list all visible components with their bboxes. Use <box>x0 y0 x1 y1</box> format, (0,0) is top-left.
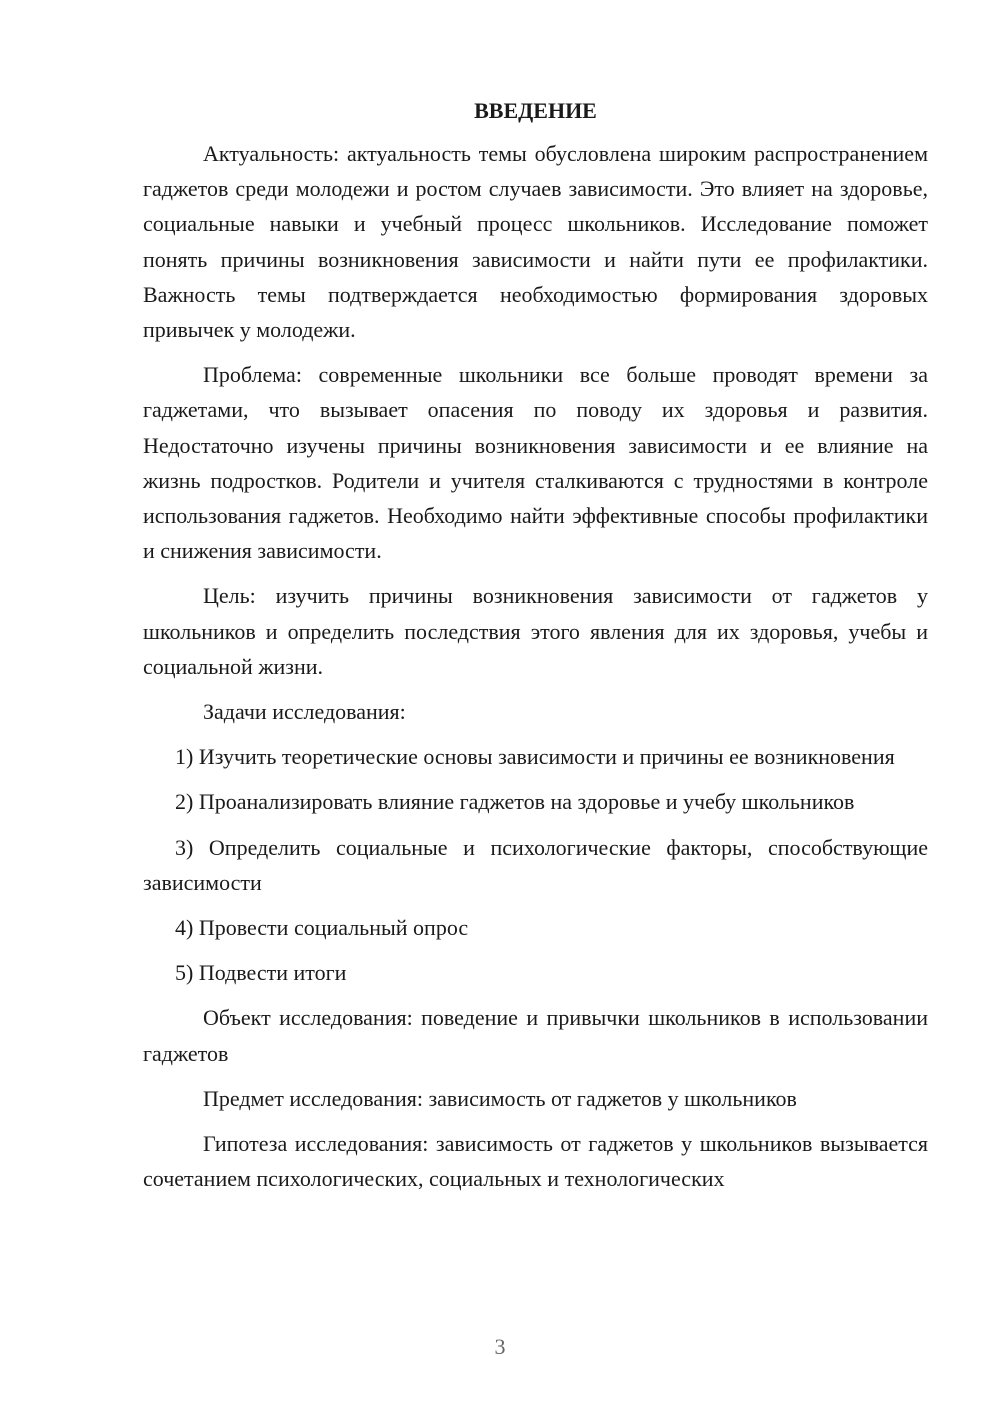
problem-paragraph: Проблема: современные школьники все больше проводят времени за гаджетами, что вызывает опасения по поводу их здоровья и развития. Недостаточно изучены причины возникновения зависимости и ее влияние на жизнь подростков. Родители и учителя сталкиваются с трудностями в контроле использования гаджетов. Необходимо найти эффективные способы профилактики и снижения зависимости. <box>143 362 928 564</box>
hypothesis-paragraph: Гипотеза исследования: зависимость от гаджетов у школьников вызывается сочетанием психологических, социальных и технологических <box>143 1131 928 1192</box>
object-paragraph: Объект исследования: поведение и привычки школьников в использовании гаджетов <box>143 1005 928 1066</box>
tasks-heading: Задачи исследования: <box>203 699 406 725</box>
task-item-2: 2) Проанализировать влияние гаджетов на здоровье и учебу школьников <box>175 789 855 815</box>
document-body <box>143 96 928 1206</box>
task-item-1: 1) Изучить теоретические основы зависимости и причины ее возникновения <box>175 744 895 770</box>
subject-paragraph: Предмет исследования: зависимость от гаджетов у школьников <box>203 1085 797 1111</box>
task-item-5: 5) Подвести итоги <box>175 960 347 986</box>
task-item-4: 4) Провести социальный опрос <box>175 915 469 941</box>
page-number: 3 <box>494 1334 506 1359</box>
page-title: ВВЕДЕНИЕ <box>474 98 597 123</box>
task-item-3: 3) Определить социальные и психологические факторы, способствующие зависимости <box>143 834 928 895</box>
goal-paragraph: Цель: изучить причины возникновения зависимости от гаджетов у школьников и определить последствия этого явления для их здоровья, учебы и социальной жизни. <box>143 583 928 679</box>
relevance-paragraph: Актуальность: актуальность темы обусловлена широким распространением гаджетов среди молодежи и ростом случаев зависимости. Это влияет на здоровье, социальные навыки и учебный процесс школьников. Исследование поможет понять причины возникновения зависимости и найти пути ее профилактики. Важность темы подтверждается необходимостью формирования здоровых привычек у молодежи. <box>143 141 928 343</box>
